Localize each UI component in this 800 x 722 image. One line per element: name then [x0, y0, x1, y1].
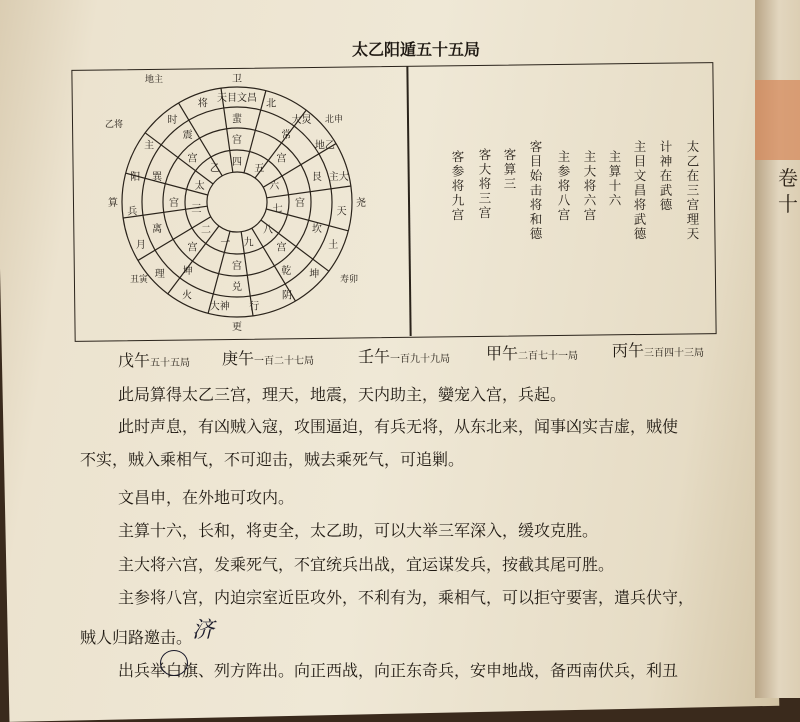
wheel-char: 行 — [249, 301, 260, 313]
wheel-char: 宫 — [295, 198, 305, 209]
wheel-char: 天目文昌 — [217, 93, 257, 104]
wheel-char: 阳 — [130, 172, 141, 184]
wheel-char: 宫 — [187, 153, 198, 165]
wheel-char: 主 — [144, 140, 155, 152]
wheel-char: 时 — [167, 115, 178, 127]
year-entry: 甲午二百七十一局 — [486, 344, 579, 363]
wheel-char: 六 — [269, 181, 280, 192]
wheel-char: 七 — [272, 203, 283, 215]
wheel-char: 巽 — [152, 172, 163, 183]
wheel-char: 理 — [154, 269, 165, 281]
wheel-char: 兵 — [127, 206, 138, 218]
right-page-char: 卷 — [778, 166, 798, 190]
body-line: 不实，贼入乘相气，不可迎击，贼去乘死气，可追剿。 — [80, 450, 465, 469]
page-tab — [755, 80, 800, 160]
outer-label: 寿卯 — [340, 275, 359, 285]
wheel-char: 一 — [220, 237, 231, 249]
wheel-char: 天 — [336, 206, 347, 218]
column-text: 太乙在三宫理天 — [685, 140, 700, 242]
column-text: 客目始击将和德 — [528, 140, 543, 242]
column-text: 计神在武德 — [658, 140, 673, 213]
wheel-char: 更 — [232, 322, 242, 332]
wheel-char: 月 — [135, 240, 146, 252]
right-page-char: 十 — [778, 192, 798, 216]
year-entry: 戊午五十五局 — [118, 351, 191, 370]
outer-label: 地主 — [145, 75, 164, 85]
wheel-char: 尧 — [356, 198, 366, 209]
column-text: 主大将六宫 — [582, 150, 597, 223]
wheel-char: 蜚 — [232, 114, 242, 125]
wheel-char: 土 — [328, 240, 339, 252]
wheel-char: 八 — [263, 224, 273, 236]
column-text: 主目文昌将武德 — [632, 140, 647, 242]
column-text: 客参将九宫 — [450, 150, 465, 223]
body-line: 贼人归路邀击。 — [80, 628, 193, 647]
wheel-char: 四 — [232, 157, 242, 168]
wheel-char: 兑 — [232, 282, 242, 293]
wheel-char: 常 — [281, 130, 292, 141]
wheel-char: 宫 — [187, 242, 198, 254]
column-text: 主参将八宫 — [556, 150, 571, 223]
wheel-char: 坤 — [182, 266, 193, 277]
year-entry: 丙午三百四十三局 — [612, 341, 705, 360]
wheel-char: 坤 — [309, 269, 320, 281]
year-entry: 壬午一百九十九局 — [358, 347, 451, 366]
wheel-char: 宫 — [276, 153, 287, 165]
wheel-char: 卫 — [232, 74, 242, 85]
column-text: 客算三 — [502, 148, 517, 192]
wheel-char: 火 — [182, 290, 192, 302]
page-title: 太乙阳遁五十五局 — [352, 40, 481, 59]
wheel-char: 离 — [152, 224, 163, 235]
wheel-char: 五 — [254, 163, 265, 175]
outer-label: 丑寅 — [130, 275, 149, 285]
body-line: 主大将六宫，发乘死气，不宜统兵出战，宜运谋发兵，按截其尾可胜。 — [118, 555, 615, 574]
taiyi-wheel-diagram — [85, 72, 405, 332]
wheel-char: 宫 — [169, 198, 179, 209]
wheel-char: 坎 — [311, 224, 322, 235]
wheel-char: 三 — [191, 203, 202, 215]
body-line: 此局算得太乙三宫，理天，地震，天内助主，孌宠入宫，兵起。 — [118, 385, 567, 404]
ink-circle — [160, 650, 188, 676]
outer-label: 北申 — [325, 115, 344, 125]
body-line: 文昌申，在外地可攻内。 — [118, 488, 295, 507]
wheel-char: 地乙 — [314, 140, 335, 152]
body-line: 主算十六，长和，将吏全，太乙助，可以大举三军深入，缓攻克胜。 — [118, 521, 599, 540]
wheel-char: 宫 — [232, 135, 242, 146]
column-text: 客大将三宫 — [477, 148, 492, 221]
handwritten-note: 济 — [192, 618, 215, 643]
body-line: 此时声息，有凶贼入寇，攻围逼迫，有兵无将，从东北来，闻事凶实吉虚，贼使 — [118, 417, 679, 436]
wheel-char: 太 — [194, 181, 205, 192]
wheel-char: 主大 — [328, 172, 349, 184]
body-line: 出兵举白旗、列方阵出。向正西战，向正东奇兵，安申地战，备西南伏兵，利丑 — [118, 661, 679, 680]
wheel-char: 大神 — [209, 301, 230, 313]
column-text: 主算十六 — [607, 150, 622, 208]
wheel-char: 二 — [201, 224, 211, 236]
wheel-char: 宫 — [232, 261, 242, 272]
wheel-char: 宫 — [276, 242, 287, 254]
wheel-char: 艮 — [311, 172, 322, 183]
wheel-char: 九 — [243, 237, 254, 249]
outer-label: 乙将 — [105, 120, 124, 130]
wheel-char: 阴 — [282, 290, 292, 302]
wheel-char: 乾 — [281, 266, 292, 277]
wheel-char: 大炅 — [291, 115, 312, 127]
wheel-char: 乙 — [209, 163, 220, 175]
wheel-char: 北 — [266, 98, 277, 110]
wheel-char: 将 — [197, 98, 208, 110]
wheel-char: 震 — [182, 130, 193, 141]
year-entry: 庚午一百二十七局 — [222, 349, 315, 368]
wheel-char: 算 — [108, 198, 118, 209]
body-line: 主参将八宫，内迫宗室近臣攻外，不利有为，乘相气，可以拒守要害，遣兵伏守， — [118, 588, 695, 607]
